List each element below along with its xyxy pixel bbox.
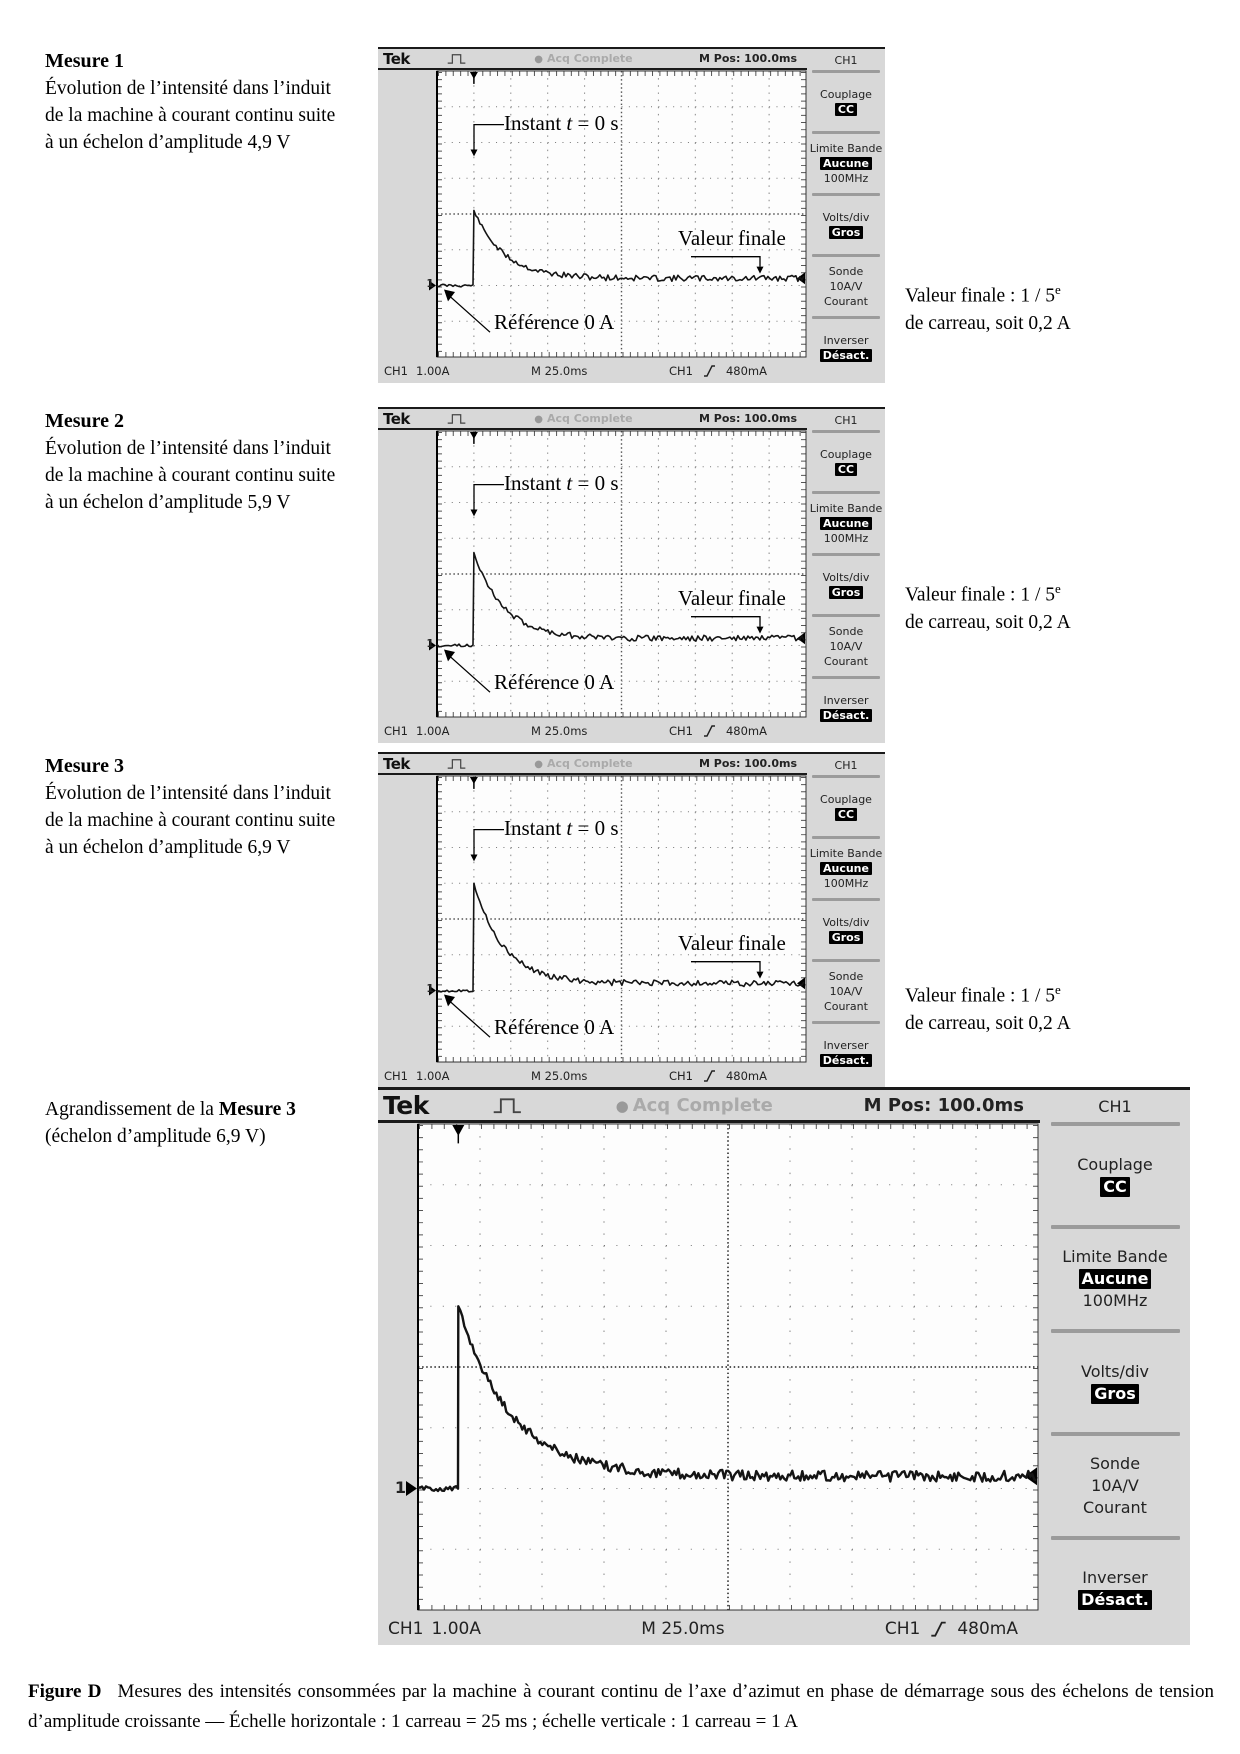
- timebase-readout: M 25.0ms: [531, 723, 588, 738]
- menu-channel-title: CH1: [834, 759, 858, 772]
- oscilloscope-screenshot-mesure-3-agrandie: [378, 1087, 1190, 1645]
- annotation-valeur-finale: Valeur finale: [678, 226, 786, 250]
- menu-channel-title: CH1: [834, 414, 858, 427]
- menu-voltsdiv-label: Volts/div: [822, 916, 870, 930]
- channel-scale-readout: [388, 1619, 481, 1639]
- volts-per-div-value: 1.00A: [431, 1618, 481, 1639]
- menu-limite-alt: 100MHz: [823, 172, 869, 186]
- measure-desc-line: à un échelon d’amplitude 5,9 V: [45, 492, 291, 513]
- scope-display: [378, 70, 807, 358]
- trigger-slope-icon: [703, 724, 716, 737]
- measure-desc-line: à un échelon d’amplitude 6,9 V: [45, 837, 291, 858]
- channel-scale-readout: [384, 364, 449, 378]
- figure-caption-text: Mesures des intensités consommées par la machine à courant continu de l’axe d’azimut en phase de démarrage sous des échelons de tension d’amplitude croissante — Échelle horizontale : 1 carreau = 25 ms ; échelle verticale : 1 carreau = 1 A: [28, 1681, 1214, 1732]
- trigger-channel: CH1: [884, 1618, 921, 1639]
- menu-group-sonde: [1083, 1436, 1147, 1535]
- measure-desc-line: Évolution de l’intensité dans l’induit: [45, 78, 331, 99]
- menu-couplage-label: Couplage: [820, 793, 872, 807]
- menu-limite-value: Aucune: [820, 157, 872, 170]
- annotation-text: Instant: [504, 471, 567, 495]
- menu-group-voltsdiv: [823, 196, 870, 254]
- menu-group-limite-bande: [810, 134, 883, 192]
- menu-inverser-label: Inverser: [823, 693, 869, 707]
- menu-limite-label: Limite Bande: [809, 142, 883, 156]
- pulse-icon: [491, 1095, 525, 1115]
- mpos-readout: M Pos: 100.0ms: [863, 1094, 1024, 1116]
- acq-dot-icon: ●: [534, 54, 543, 65]
- volts-per-div-value: 1.00A: [416, 1068, 450, 1083]
- scope-display: [378, 775, 807, 1063]
- measure-desc-line: à un échelon d’amplitude 4,9 V: [45, 132, 291, 153]
- measure-title: Mesure 1: [45, 50, 125, 72]
- scope-header: [378, 1090, 1040, 1123]
- acq-status: [525, 1095, 864, 1116]
- menu-group-limite-bande: [810, 839, 883, 897]
- acq-label: Acq Complete: [546, 52, 633, 65]
- menu-sonde-unit: Courant: [824, 294, 868, 308]
- channel-label: CH1: [384, 1068, 408, 1083]
- tek-logo: Tek: [383, 754, 410, 773]
- tek-logo: Tek: [383, 1090, 429, 1120]
- scope-side-menu: [807, 409, 885, 743]
- menu-limite-alt: 100MHz: [823, 532, 869, 546]
- menu-group-voltsdiv: [823, 556, 870, 614]
- menu-sonde-label: Sonde: [828, 969, 864, 983]
- menu-group-sonde: [824, 257, 868, 315]
- menu-sonde-label: Sonde: [828, 624, 864, 638]
- menu-sonde-ratio: 10A/V: [829, 279, 863, 293]
- menu-sonde-ratio: 10A/V: [829, 639, 863, 653]
- menu-group-voltsdiv: [823, 901, 870, 959]
- menu-limite-label: Limite Bande: [809, 502, 883, 516]
- menu-group-limite-bande: [810, 494, 883, 552]
- menu-voltsdiv-value: Gros: [829, 226, 864, 239]
- menu-channel-title: CH1: [834, 54, 858, 67]
- measure-desc-line: de la machine à courant continu suite: [45, 465, 336, 486]
- annotation-instant-t0: [504, 471, 619, 496]
- menu-voltsdiv-value: Gros: [829, 586, 864, 599]
- trigger-slope-icon: [703, 364, 716, 377]
- annotation-instant-t0: [504, 111, 619, 136]
- menu-couplage-label: Couplage: [820, 448, 872, 462]
- menu-sonde-unit: Courant: [824, 999, 868, 1013]
- menu-voltsdiv-label: Volts/div: [822, 571, 870, 585]
- scope-side-menu: [1040, 1090, 1190, 1645]
- volts-per-div-value: 1.00A: [416, 363, 450, 378]
- measure-desc-line: de la machine à courant continu suite: [45, 810, 336, 831]
- menu-group-limite-bande: [1062, 1229, 1168, 1328]
- scope-screen: [418, 1124, 1038, 1610]
- timebase-readout: M 25.0ms: [531, 1068, 588, 1083]
- annotation-reference-0a: Référence 0 A: [494, 1015, 615, 1039]
- menu-voltsdiv-value: Gros: [829, 931, 864, 944]
- annotation-text: Instant: [504, 816, 567, 840]
- scope-side-menu: [807, 49, 885, 383]
- note-text: Valeur finale : 1 / 5: [905, 584, 1055, 606]
- acq-status: [468, 757, 699, 770]
- channel-1-marker: 1: [426, 277, 434, 290]
- acq-label: Acq Complete: [546, 412, 633, 425]
- measure-3-text: [45, 753, 395, 861]
- note-line: [905, 976, 1235, 1010]
- menu-sonde-label: Sonde: [828, 264, 864, 278]
- measure-2-text: [45, 408, 395, 516]
- tek-logo: Tek: [383, 49, 410, 68]
- menu-group-couplage: [820, 433, 872, 491]
- scope-status-bar: [378, 1063, 807, 1088]
- note-line: [905, 575, 1235, 609]
- scope-header: [378, 754, 807, 775]
- acq-dot-icon: ●: [534, 759, 543, 770]
- channel-scale-readout: [384, 1069, 449, 1083]
- note-line: de carreau, soit 0,2 A: [905, 312, 1071, 334]
- volts-per-div-value: 1.00A: [416, 723, 450, 738]
- pulse-icon: [446, 757, 468, 770]
- acq-status: [468, 52, 699, 65]
- channel-marker-arrow-icon: [406, 1481, 417, 1496]
- menu-limite-value: Aucune: [820, 862, 872, 875]
- menu-group-inverser: [820, 319, 873, 377]
- final-value-note-3: [905, 976, 1235, 1037]
- menu-couplage-value: CC: [835, 463, 857, 476]
- annotation-var: t: [566, 816, 573, 840]
- trigger-slope-icon: [930, 1620, 947, 1637]
- menu-sonde-unit: Courant: [824, 654, 868, 668]
- final-value-note-2: [905, 575, 1235, 636]
- scope-side-menu: [807, 754, 885, 1088]
- trigger-level-value: 480mA: [725, 363, 767, 378]
- trigger-level-value: 480mA: [957, 1618, 1018, 1639]
- scope-grid-and-waveform: [378, 1123, 1040, 1612]
- measure-desc-line: de la machine à courant continu suite: [45, 105, 336, 126]
- menu-limite-value: Aucune: [1079, 1269, 1152, 1289]
- scope-header: [378, 49, 807, 70]
- menu-group-couplage: [820, 73, 872, 131]
- trigger-readout: [885, 1619, 1018, 1639]
- note-sup: e: [1055, 581, 1061, 596]
- channel-1-marker: 1: [426, 637, 434, 650]
- channel-label: CH1: [384, 363, 408, 378]
- menu-limite-label: Limite Bande: [809, 847, 883, 861]
- zoom-label-text: Agrandissement de la: [45, 1099, 219, 1120]
- annotation-instant-t0: [504, 816, 619, 841]
- zoom-label-line1: [45, 1096, 395, 1123]
- mpos-readout: M Pos: 100.0ms: [699, 412, 797, 425]
- annotation-valeur-finale: Valeur finale: [678, 931, 786, 955]
- menu-couplage-label: Couplage: [1077, 1154, 1153, 1174]
- menu-inverser-label: Inverser: [823, 333, 869, 347]
- annotation-text: Instant: [504, 111, 567, 135]
- annotation-var: t: [566, 471, 573, 495]
- menu-limite-alt: 100MHz: [1082, 1291, 1148, 1311]
- mpos-readout: M Pos: 100.0ms: [699, 52, 797, 65]
- annotation-text: = 0 s: [572, 471, 619, 495]
- menu-sonde-ratio: 10A/V: [829, 984, 863, 998]
- menu-sonde-ratio: 10A/V: [1091, 1475, 1139, 1495]
- measure-desc-line: Évolution de l’intensité dans l’induit: [45, 783, 331, 804]
- menu-group-sonde: [824, 962, 868, 1020]
- trigger-readout: [669, 1069, 767, 1083]
- annotation-reference-0a: Référence 0 A: [494, 310, 615, 334]
- menu-limite-value: Aucune: [820, 517, 872, 530]
- trigger-level-value: 480mA: [725, 723, 767, 738]
- menu-couplage-value: CC: [835, 808, 857, 821]
- figure-caption: [28, 1677, 1214, 1737]
- channel-label: CH1: [388, 1618, 424, 1639]
- annotation-text: = 0 s: [572, 111, 619, 135]
- channel-1-marker: 1: [426, 982, 434, 995]
- scope-status-bar: [378, 718, 807, 743]
- zoom-label-line2: (échelon d’amplitude 6,9 V): [45, 1126, 266, 1147]
- oscilloscope-screenshot-mesure-2: [378, 407, 885, 743]
- menu-limite-alt: 100MHz: [823, 877, 869, 891]
- oscilloscope-screenshot-mesure-1: [378, 47, 885, 383]
- note-text: Valeur finale : 1 / 5: [905, 285, 1055, 307]
- menu-group-voltsdiv: [1081, 1333, 1149, 1432]
- scope-display: [378, 1123, 1040, 1612]
- menu-couplage-value: CC: [1100, 1177, 1129, 1197]
- menu-voltsdiv-label: Volts/div: [1080, 1361, 1149, 1381]
- timebase-readout: M 25.0ms: [641, 1618, 725, 1639]
- scope-display: [378, 430, 807, 718]
- channel-scale-readout: [384, 724, 449, 738]
- measure-1-text: [45, 48, 395, 156]
- menu-inverser-value: Désact.: [1078, 1590, 1152, 1610]
- menu-voltsdiv-value: Gros: [1091, 1384, 1139, 1404]
- annotation-valeur-finale: Valeur finale: [678, 586, 786, 610]
- menu-voltsdiv-label: Volts/div: [822, 211, 870, 225]
- timebase-readout: M 25.0ms: [531, 363, 588, 378]
- acq-dot-icon: ●: [615, 1096, 629, 1115]
- menu-group-couplage: [1077, 1126, 1153, 1225]
- note-sup: e: [1055, 982, 1061, 997]
- acq-label: Acq Complete: [632, 1094, 773, 1116]
- menu-group-inverser: [820, 1024, 873, 1082]
- note-sup: e: [1055, 282, 1061, 297]
- mpos-readout: M Pos: 100.0ms: [699, 757, 797, 770]
- final-value-note-1: [905, 276, 1235, 337]
- note-line: [905, 276, 1235, 310]
- menu-sonde-label: Sonde: [1089, 1453, 1141, 1473]
- note-line: de carreau, soit 0,2 A: [905, 1012, 1071, 1034]
- acq-label: Acq Complete: [546, 757, 633, 770]
- zoom-label: [45, 1096, 395, 1150]
- menu-inverser-label: Inverser: [1082, 1568, 1148, 1588]
- acq-status: [468, 412, 699, 425]
- menu-group-inverser: [1078, 1540, 1152, 1639]
- menu-couplage-value: CC: [835, 103, 857, 116]
- figure-caption-tag: Figure D: [28, 1681, 102, 1702]
- measure-title: Mesure 3: [45, 755, 125, 777]
- oscilloscope-screenshot-mesure-3: [378, 752, 885, 1088]
- channel-1-marker: 1: [394, 1478, 406, 1497]
- menu-sonde-unit: Courant: [1083, 1497, 1147, 1517]
- annotation-var: t: [566, 111, 573, 135]
- menu-group-sonde: [824, 617, 868, 675]
- scope-header: [378, 409, 807, 430]
- trigger-channel: CH1: [668, 363, 693, 378]
- trigger-readout: [669, 724, 767, 738]
- menu-inverser-label: Inverser: [823, 1038, 869, 1052]
- acq-dot-icon: ●: [534, 414, 543, 425]
- measure-title: Mesure 2: [45, 410, 125, 432]
- trigger-readout: [669, 364, 767, 378]
- note-line: de carreau, soit 0,2 A: [905, 611, 1071, 633]
- trigger-channel: CH1: [668, 1068, 693, 1083]
- menu-group-couplage: [820, 778, 872, 836]
- tek-logo: Tek: [383, 409, 410, 428]
- scope-status-bar: [378, 1612, 1040, 1645]
- trigger-slope-icon: [703, 1069, 716, 1082]
- channel-label: CH1: [384, 723, 408, 738]
- menu-limite-label: Limite Bande: [1062, 1247, 1168, 1267]
- note-text: Valeur finale : 1 / 5: [905, 985, 1055, 1007]
- zoom-label-bold: Mesure 3: [218, 1099, 296, 1120]
- menu-inverser-value: Désact.: [820, 709, 873, 722]
- trigger-channel: CH1: [668, 723, 693, 738]
- annotation-reference-0a: Référence 0 A: [494, 670, 615, 694]
- menu-inverser-value: Désact.: [820, 1054, 873, 1067]
- menu-group-inverser: [820, 679, 873, 737]
- annotation-text: = 0 s: [572, 816, 619, 840]
- scope-status-bar: [378, 358, 807, 383]
- pulse-icon: [446, 412, 468, 425]
- menu-couplage-label: Couplage: [820, 88, 872, 102]
- measure-desc-line: Évolution de l’intensité dans l’induit: [45, 438, 331, 459]
- menu-channel-title: CH1: [1098, 1097, 1132, 1116]
- trigger-level-value: 480mA: [725, 1068, 767, 1083]
- pulse-icon: [446, 52, 468, 65]
- menu-inverser-value: Désact.: [820, 349, 873, 362]
